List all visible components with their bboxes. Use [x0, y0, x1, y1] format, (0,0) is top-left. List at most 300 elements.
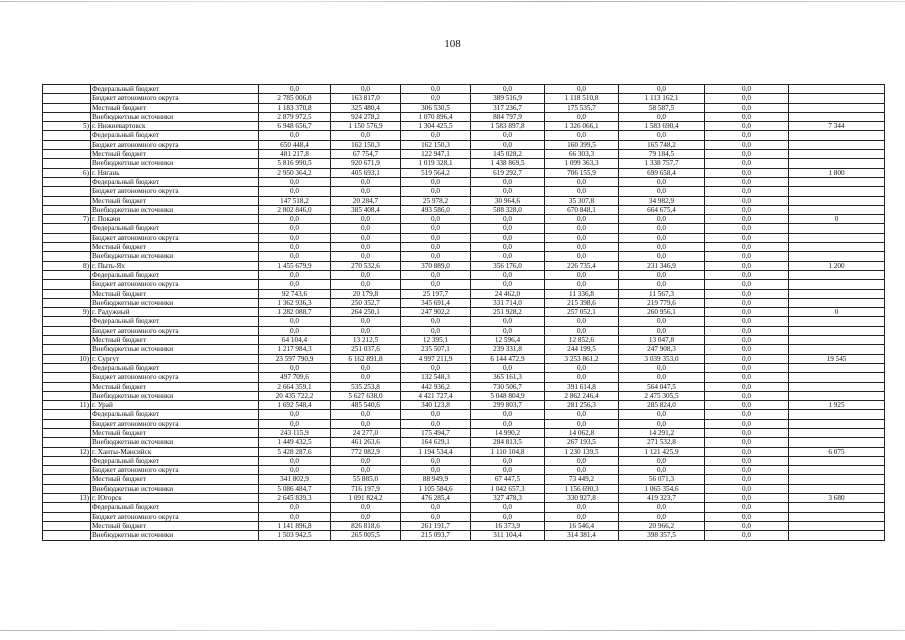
value-cell: 0,0: [331, 326, 401, 335]
value-cell: 2 879 972,5: [259, 112, 331, 121]
table-row: [43, 410, 885, 419]
value-cell: 0,0: [545, 85, 619, 94]
value-cell: 1 113 162,1: [619, 94, 705, 103]
value-cell: 35 307,8: [545, 196, 619, 205]
table-row: [43, 438, 885, 447]
row-index: 5): [43, 122, 91, 131]
value-cell: 0,0: [259, 131, 331, 140]
value-cell: 0,0: [619, 419, 705, 428]
value-cell: 0,0: [705, 233, 789, 242]
table-row: [43, 252, 885, 261]
table-row-city: [43, 261, 885, 270]
value-cell: 0,0: [705, 336, 789, 345]
row-index: [43, 224, 91, 233]
value-cell: 0,0: [619, 503, 705, 512]
value-cell: 0,0: [705, 112, 789, 121]
row-label: Бюджет автономного округа: [91, 140, 259, 149]
value-cell: 564 047,5: [619, 382, 705, 391]
value-cell: 385 408,4: [331, 205, 401, 214]
row-label: Внебюджетные источники: [91, 391, 259, 400]
table-row-city: [43, 494, 885, 503]
row-label: г. Нягань: [91, 168, 259, 177]
value-cell: 0,0: [705, 177, 789, 186]
row-index: [43, 243, 91, 252]
table-row: [43, 233, 885, 242]
table-row: [43, 521, 885, 530]
value-cell: 1 503 942,5: [259, 531, 331, 540]
value-cell: 147 518,2: [259, 196, 331, 205]
value-cell: 1 042 657,3: [471, 484, 545, 493]
value-cell: [789, 391, 885, 400]
value-cell: 0,0: [619, 280, 705, 289]
value-cell: 20 284,7: [331, 196, 401, 205]
value-cell: 0,0: [259, 456, 331, 465]
value-cell: 0,0: [705, 401, 789, 410]
row-label: г. Нижневартовск: [91, 122, 259, 131]
row-index: [43, 512, 91, 521]
table-row-city: [43, 401, 885, 410]
row-index: 8): [43, 261, 91, 270]
value-cell: 0,0: [331, 419, 401, 428]
table-row: [43, 289, 885, 298]
value-cell: 64 104,4: [259, 336, 331, 345]
value-cell: 0,0: [705, 326, 789, 335]
value-cell: 0,0: [545, 419, 619, 428]
table-row: [43, 512, 885, 521]
value-cell: 0,0: [545, 363, 619, 372]
table-row: [43, 428, 885, 437]
value-cell: 11 567,3: [619, 289, 705, 298]
value-cell: 0,0: [331, 215, 401, 224]
value-cell: 16 546,4: [545, 521, 619, 530]
value-cell: 389 516,9: [471, 94, 545, 103]
value-cell: 66 303,3: [545, 150, 619, 159]
value-cell: 7 344: [789, 122, 885, 131]
value-cell: 0,0: [331, 187, 401, 196]
value-cell: 0,0: [471, 140, 545, 149]
value-cell: 0,0: [259, 270, 331, 279]
value-cell: 19 545: [789, 354, 885, 363]
row-index: 6): [43, 168, 91, 177]
row-index: [43, 410, 91, 419]
value-cell: [789, 326, 885, 335]
value-cell: [789, 205, 885, 214]
row-label: Федеральный бюджет: [91, 456, 259, 465]
row-index: [43, 345, 91, 354]
value-cell: 920 671,9: [331, 159, 401, 168]
value-cell: 12 852,6: [545, 336, 619, 345]
value-cell: 0,0: [401, 326, 471, 335]
value-cell: 231 346,9: [619, 261, 705, 270]
value-cell: 619 292,7: [471, 168, 545, 177]
value-cell: 0,0: [705, 484, 789, 493]
value-cell: 0,0: [401, 252, 471, 261]
value-cell: 1 455 679,9: [259, 261, 331, 270]
value-cell: 0,0: [619, 112, 705, 121]
value-cell: [789, 456, 885, 465]
value-cell: 0,0: [619, 363, 705, 372]
value-cell: 0,0: [705, 270, 789, 279]
row-label: Федеральный бюджет: [91, 131, 259, 140]
row-label: Федеральный бюджет: [91, 363, 259, 372]
value-cell: 0,0: [401, 131, 471, 140]
table-row: [43, 456, 885, 465]
value-cell: 0,0: [705, 475, 789, 484]
row-index: [43, 484, 91, 493]
value-cell: 14 062,8: [545, 428, 619, 437]
value-cell: 219 779,6: [619, 298, 705, 307]
value-cell: 331 714,0: [471, 298, 545, 307]
table-row-city: [43, 354, 885, 363]
value-cell: 0,0: [705, 252, 789, 261]
value-cell: 1 338 757,7: [619, 159, 705, 168]
value-cell: 0,0: [471, 252, 545, 261]
value-cell: 1 217 984,3: [259, 345, 331, 354]
value-cell: 0,0: [401, 177, 471, 186]
table-row: [43, 177, 885, 186]
row-label: г. Ханты-Мансийск: [91, 447, 259, 456]
value-cell: 1 118 510,8: [545, 94, 619, 103]
value-cell: 24 277,0: [331, 428, 401, 437]
value-cell: 650 448,4: [259, 140, 331, 149]
table-row: [43, 363, 885, 372]
value-cell: 0,0: [705, 150, 789, 159]
row-index: 10): [43, 354, 91, 363]
value-cell: [789, 475, 885, 484]
row-label: Бюджет автономного округа: [91, 233, 259, 242]
value-cell: 226 735,4: [545, 261, 619, 270]
value-cell: 826 818,6: [331, 521, 401, 530]
value-cell: 0,0: [705, 205, 789, 214]
value-cell: 327 478,3: [471, 494, 545, 503]
row-index: [43, 205, 91, 214]
value-cell: 0,0: [331, 131, 401, 140]
value-cell: 0,0: [705, 521, 789, 530]
value-cell: 0,0: [545, 326, 619, 335]
row-index: [43, 196, 91, 205]
value-cell: 14 291,2: [619, 428, 705, 437]
value-cell: 0,0: [705, 382, 789, 391]
value-cell: 0,0: [471, 456, 545, 465]
value-cell: 0,0: [471, 131, 545, 140]
value-cell: 0,0: [705, 391, 789, 400]
value-cell: 0,0: [705, 345, 789, 354]
value-cell: [789, 419, 885, 428]
row-label: Бюджет автономного округа: [91, 466, 259, 475]
value-cell: 0,0: [331, 466, 401, 475]
value-cell: 1 326 066,1: [545, 122, 619, 131]
value-cell: 0,0: [259, 317, 331, 326]
row-label: Внебюджетные источники: [91, 484, 259, 493]
row-index: 11): [43, 401, 91, 410]
row-label: Местный бюджет: [91, 521, 259, 530]
value-cell: 0,0: [705, 363, 789, 372]
value-cell: 0,0: [545, 215, 619, 224]
value-cell: 2 664 359,1: [259, 382, 331, 391]
value-cell: 0,0: [331, 233, 401, 242]
value-cell: 0,0: [259, 243, 331, 252]
row-index: [43, 131, 91, 140]
row-label: Бюджет автономного округа: [91, 512, 259, 521]
table-row-city: [43, 122, 885, 131]
value-cell: 0,0: [619, 466, 705, 475]
table-row: [43, 85, 885, 94]
value-cell: 1 200: [789, 261, 885, 270]
value-cell: 0,0: [471, 512, 545, 521]
table-row: [43, 326, 885, 335]
row-index: [43, 419, 91, 428]
value-cell: 0,0: [545, 243, 619, 252]
value-cell: 0,0: [471, 326, 545, 335]
value-cell: 317 236,7: [471, 103, 545, 112]
value-cell: 13 047,8: [619, 336, 705, 345]
table-row: [43, 503, 885, 512]
value-cell: 345 691,4: [401, 298, 471, 307]
value-cell: 0,0: [705, 261, 789, 270]
value-cell: 1 925: [789, 401, 885, 410]
scan-edge-top: [0, 1, 905, 2]
value-cell: 0,0: [331, 252, 401, 261]
value-cell: 314 381,4: [545, 531, 619, 540]
value-cell: 0,0: [705, 354, 789, 363]
value-cell: [789, 373, 885, 382]
row-index: [43, 428, 91, 437]
value-cell: 391 614,8: [545, 382, 619, 391]
value-cell: 285 824,0: [619, 401, 705, 410]
row-label: г. Радужный: [91, 308, 259, 317]
value-cell: 716 197,9: [331, 484, 401, 493]
value-cell: 535 253,8: [331, 382, 401, 391]
value-cell: 670 848,1: [545, 205, 619, 214]
value-cell: 251 928,2: [471, 308, 545, 317]
value-cell: 0,0: [545, 131, 619, 140]
value-cell: 1 230 139,5: [545, 447, 619, 456]
value-cell: 67 754,7: [331, 150, 401, 159]
value-cell: 25 197,7: [401, 289, 471, 298]
value-cell: [789, 317, 885, 326]
value-cell: 164 629,1: [401, 438, 471, 447]
value-cell: 311 104,4: [471, 531, 545, 540]
value-cell: [789, 224, 885, 233]
row-label: Местный бюджет: [91, 150, 259, 159]
table-row: [43, 484, 885, 493]
value-cell: 0,0: [705, 224, 789, 233]
value-cell: [789, 131, 885, 140]
value-cell: 163 817,0: [331, 94, 401, 103]
value-cell: 365 161,3: [471, 373, 545, 382]
row-label: г. Сургут: [91, 354, 259, 363]
value-cell: 0,0: [705, 456, 789, 465]
value-cell: 2 950 364,2: [259, 168, 331, 177]
value-cell: 235 507,1: [401, 345, 471, 354]
value-cell: 0,0: [259, 419, 331, 428]
value-cell: 0,0: [401, 503, 471, 512]
value-cell: 1 105 584,6: [401, 484, 471, 493]
value-cell: 265 005,5: [331, 531, 401, 540]
value-cell: 0,0: [471, 466, 545, 475]
value-cell: 5 627 638,0: [331, 391, 401, 400]
value-cell: 215 398,6: [545, 298, 619, 307]
value-cell: 4 421 727,4: [401, 391, 471, 400]
table-row: [43, 205, 885, 214]
value-cell: 1 438 869,5: [471, 159, 545, 168]
row-index: [43, 112, 91, 121]
value-cell: 1 099 363,3: [545, 159, 619, 168]
value-cell: 0,0: [705, 159, 789, 168]
value-cell: [789, 438, 885, 447]
value-cell: 264 250,1: [331, 308, 401, 317]
value-cell: 0,0: [331, 512, 401, 521]
value-cell: 5 048 804,9: [471, 391, 545, 400]
value-cell: 162 150,3: [331, 140, 401, 149]
value-cell: [789, 382, 885, 391]
value-cell: 58 587,5: [619, 103, 705, 112]
value-cell: 0,0: [705, 308, 789, 317]
value-cell: [789, 112, 885, 121]
value-cell: 493 586,0: [401, 205, 471, 214]
value-cell: 2 802 846,0: [259, 205, 331, 214]
value-cell: [789, 252, 885, 261]
value-cell: 699 658,4: [619, 168, 705, 177]
value-cell: 0: [789, 215, 885, 224]
value-cell: 4 997 211,9: [401, 354, 471, 363]
row-label: Федеральный бюджет: [91, 317, 259, 326]
value-cell: 1 583 897,8: [471, 122, 545, 131]
row-label: Внебюджетные источники: [91, 438, 259, 447]
value-cell: 0,0: [331, 456, 401, 465]
value-cell: 0,0: [619, 252, 705, 261]
value-cell: 0,0: [259, 466, 331, 475]
value-cell: 244 199,5: [545, 345, 619, 354]
row-index: [43, 103, 91, 112]
value-cell: 0,0: [331, 85, 401, 94]
value-cell: 257 052,1: [545, 308, 619, 317]
value-cell: 0,0: [471, 270, 545, 279]
value-cell: [789, 159, 885, 168]
row-index: [43, 150, 91, 159]
value-cell: 0,0: [705, 187, 789, 196]
value-cell: 0,0: [705, 280, 789, 289]
value-cell: 0,0: [705, 122, 789, 131]
row-label: г. Пыть-Ях: [91, 261, 259, 270]
value-cell: 79 184,5: [619, 150, 705, 159]
value-cell: 0,0: [331, 317, 401, 326]
value-cell: 0,0: [259, 252, 331, 261]
value-cell: [789, 345, 885, 354]
value-cell: 175 535,7: [545, 103, 619, 112]
value-cell: 0,0: [259, 503, 331, 512]
value-cell: 0,0: [545, 373, 619, 382]
row-index: [43, 289, 91, 298]
value-cell: 0,0: [259, 233, 331, 242]
row-index: [43, 270, 91, 279]
value-cell: 0,0: [705, 512, 789, 521]
table-row: [43, 94, 885, 103]
value-cell: [789, 150, 885, 159]
value-cell: 20 435 722,2: [259, 391, 331, 400]
row-index: [43, 326, 91, 335]
value-cell: 0,0: [619, 326, 705, 335]
value-cell: 0,0: [259, 410, 331, 419]
value-cell: [789, 270, 885, 279]
value-cell: [789, 177, 885, 186]
value-cell: 497 709,6: [259, 373, 331, 382]
value-cell: 281 256,3: [545, 401, 619, 410]
value-cell: 0,0: [471, 224, 545, 233]
value-cell: 0,0: [705, 410, 789, 419]
value-cell: 88 949,9: [401, 475, 471, 484]
table-row: [43, 112, 885, 121]
value-cell: 0,0: [619, 243, 705, 252]
value-cell: 730 506,7: [471, 382, 545, 391]
value-cell: [789, 521, 885, 530]
row-label: Внебюджетные источники: [91, 298, 259, 307]
value-cell: 419 323,7: [619, 494, 705, 503]
value-cell: 519 564,2: [401, 168, 471, 177]
row-label: Бюджет автономного округа: [91, 419, 259, 428]
value-cell: 0,0: [545, 224, 619, 233]
value-cell: 0,0: [705, 494, 789, 503]
table-row: [43, 196, 885, 205]
value-cell: 0,0: [259, 224, 331, 233]
row-index: [43, 391, 91, 400]
value-cell: 0,0: [545, 317, 619, 326]
value-cell: 160 399,5: [545, 140, 619, 149]
value-cell: 247 908,3: [619, 345, 705, 354]
value-cell: 3 253 861,2: [545, 354, 619, 363]
value-cell: 1 121 425,9: [619, 447, 705, 456]
value-cell: 0,0: [705, 317, 789, 326]
table-row: [43, 224, 885, 233]
value-cell: 0,0: [619, 187, 705, 196]
value-cell: 175 494,7: [401, 428, 471, 437]
value-cell: 5 086 484,7: [259, 484, 331, 493]
row-label: Федеральный бюджет: [91, 503, 259, 512]
value-cell: [789, 466, 885, 475]
value-cell: 0,0: [331, 243, 401, 252]
row-index: [43, 503, 91, 512]
value-cell: 6 948 656,7: [259, 122, 331, 131]
value-cell: 0,0: [705, 168, 789, 177]
value-cell: 0,0: [705, 289, 789, 298]
value-cell: 1 070 896,4: [401, 112, 471, 121]
row-index: 13): [43, 494, 91, 503]
value-cell: 0,0: [705, 215, 789, 224]
value-cell: 341 802,9: [259, 475, 331, 484]
value-cell: 1 019 328,1: [401, 159, 471, 168]
row-index: [43, 317, 91, 326]
value-cell: 162 150,3: [401, 140, 471, 149]
row-label: Федеральный бюджет: [91, 270, 259, 279]
value-cell: 250 352,7: [331, 298, 401, 307]
value-cell: 0,0: [259, 177, 331, 186]
value-cell: 0,0: [331, 410, 401, 419]
value-cell: 0,0: [401, 270, 471, 279]
value-cell: 0,0: [619, 317, 705, 326]
value-cell: 0,0: [331, 363, 401, 372]
value-cell: 0,0: [471, 233, 545, 242]
value-cell: 461 263,6: [331, 438, 401, 447]
value-cell: 0,0: [401, 224, 471, 233]
value-cell: 0,0: [471, 317, 545, 326]
row-label: Бюджет автономного округа: [91, 373, 259, 382]
value-cell: 239 331,8: [471, 345, 545, 354]
table-row: [43, 391, 885, 400]
budget-table: [42, 84, 885, 541]
value-cell: 13 212,5: [331, 336, 401, 345]
value-cell: 12 596,4: [471, 336, 545, 345]
row-index: [43, 298, 91, 307]
